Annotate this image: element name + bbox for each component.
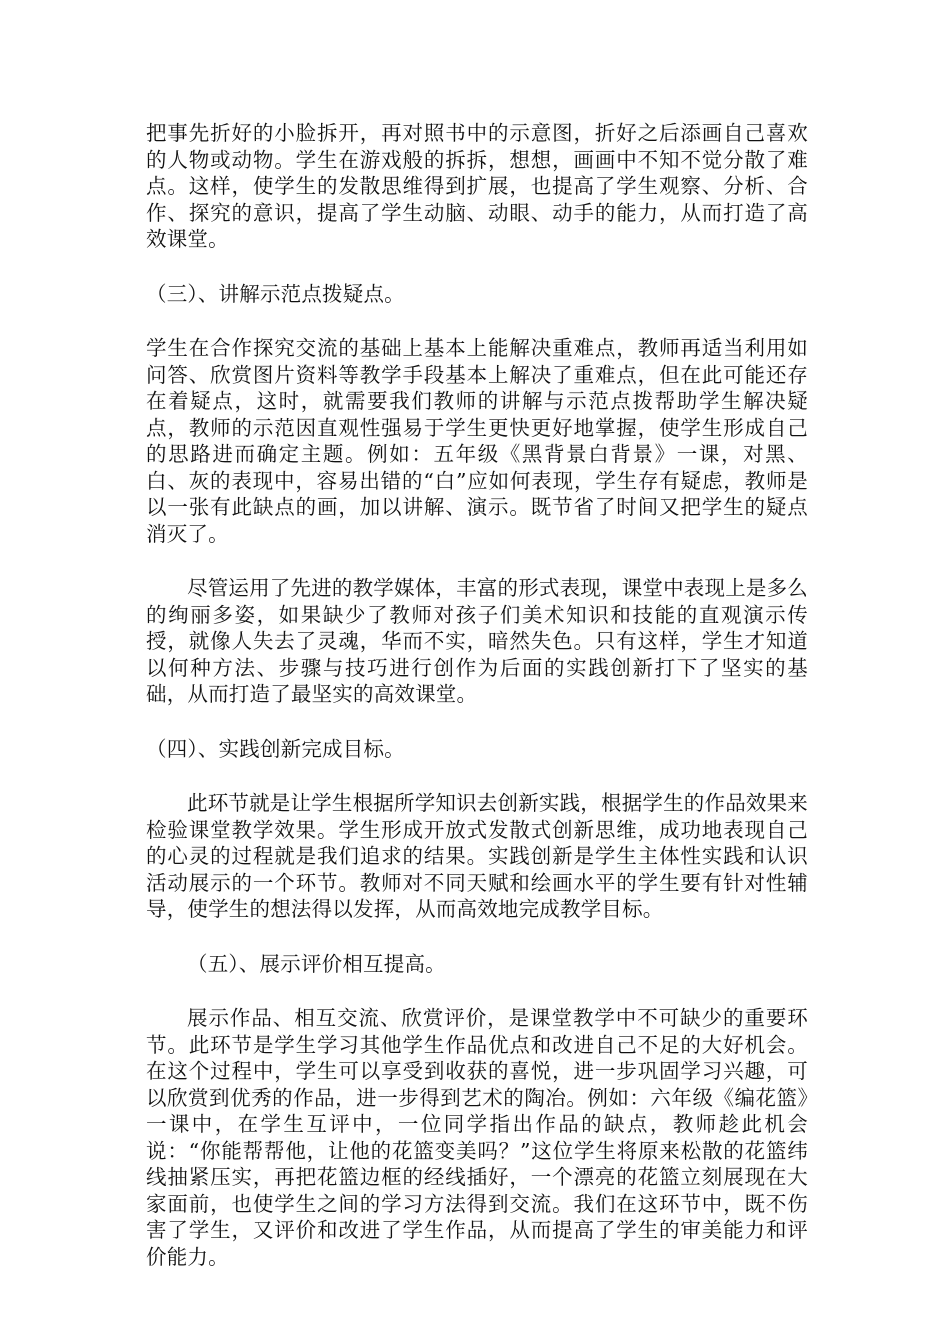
paragraph-section-5-body: 展示作品、相互交流、欣赏评价，是课堂教学中不可缺少的重要环节。此环节是学生学习其他学生作品优点和改进自己不足的大好机会。在这个过程中，学生可以享受到收获的喜悦，进一步巩固学习兴趣，可以欣赏到优秀的作品，进一步得到艺术的陶冶。例如：六年级《编花篮》一课中，在学生互评中，一位同学指出作品的缺点，教师趁此机会说：“你能帮帮他，让他的花篮变美吗？”这位学生将原来松散的花篮纬线抽紧压实，再把花篮边框的经线插好，一个漂亮的花篮立刻展现在大家面前，也使学生之间的学习方法得到交流。我们在这环节中，既不伤害了学生，又评价和改进了学生作品，从而提高了学生的审美能力和评价能力。 [146,1006,808,1269]
section-heading-3: （三）、讲解示范点拨疑点。 [146,281,405,306]
section-heading-5: （五）、展示评价相互提高。 [187,951,446,976]
paragraph-section-3-summary: 尽管运用了先进的教学媒体，丰富的形式表现，课堂中表现上是多么的绚丽多姿，如果缺少了教师对孩子们美术知识和技能的直观演示传授，就像人失去了灵魂，华而不实，暗然失色。只有这样，学生才知道以何种方法、步骤与技巧进行创作为后面的实践创新打下了坚实的基础，从而打造了最坚实的高效课堂。 [146,576,808,706]
document-body [146,120,808,1298]
paragraph-continuation: 把事先折好的小脸拆开，再对照书中的示意图，折好之后添画自己喜欢的人物或动物。学生在游戏般的拆拆，想想，画画中不知不觉分散了难点。这样，使学生的发散思维得到扩展，也提高了学生观察、分析、合作、探究的意识，提高了学生动脑、动眼、动手的能力，从而打造了高效课堂。 [146,121,808,251]
section-heading-4: （四）、实践创新完成目标。 [146,736,405,761]
paragraph-section-4-body: 此环节就是让学生根据所学知识去创新实践，根据学生的作品效果来检验课堂教学效果。学生形成开放式发散式创新思维，成功地表现自己的心灵的过程就是我们追求的结果。实践创新是学生主体性实践和认识活动展示的一个环节。教师对不同天赋和绘画水平的学生要有针对性辅导，使学生的想法得以发挥，从而高效地完成教学目标。 [146,791,808,921]
paragraph-section-3-body: 学生在合作探究交流的基础上基本上能解决重难点，教师再适当利用如问答、欣赏图片资料等教学手段基本上解决了重难点，但在此可能还存在着疑点，这时，就需要我们教师的讲解与示范点拨帮助学生解决疑点，教师的示范因直观性强易于学生更快更好地掌握，使学生形成自己的思路进而确定主题。例如：五年级《黑背景白背景》一课，对黑、白、灰的表现中，容易出错的“白”应如何表现，学生存有疑虑，教师是以一张有此缺点的画，加以讲解、演示。既节省了时间又把学生的疑点消灭了。 [146,336,808,546]
